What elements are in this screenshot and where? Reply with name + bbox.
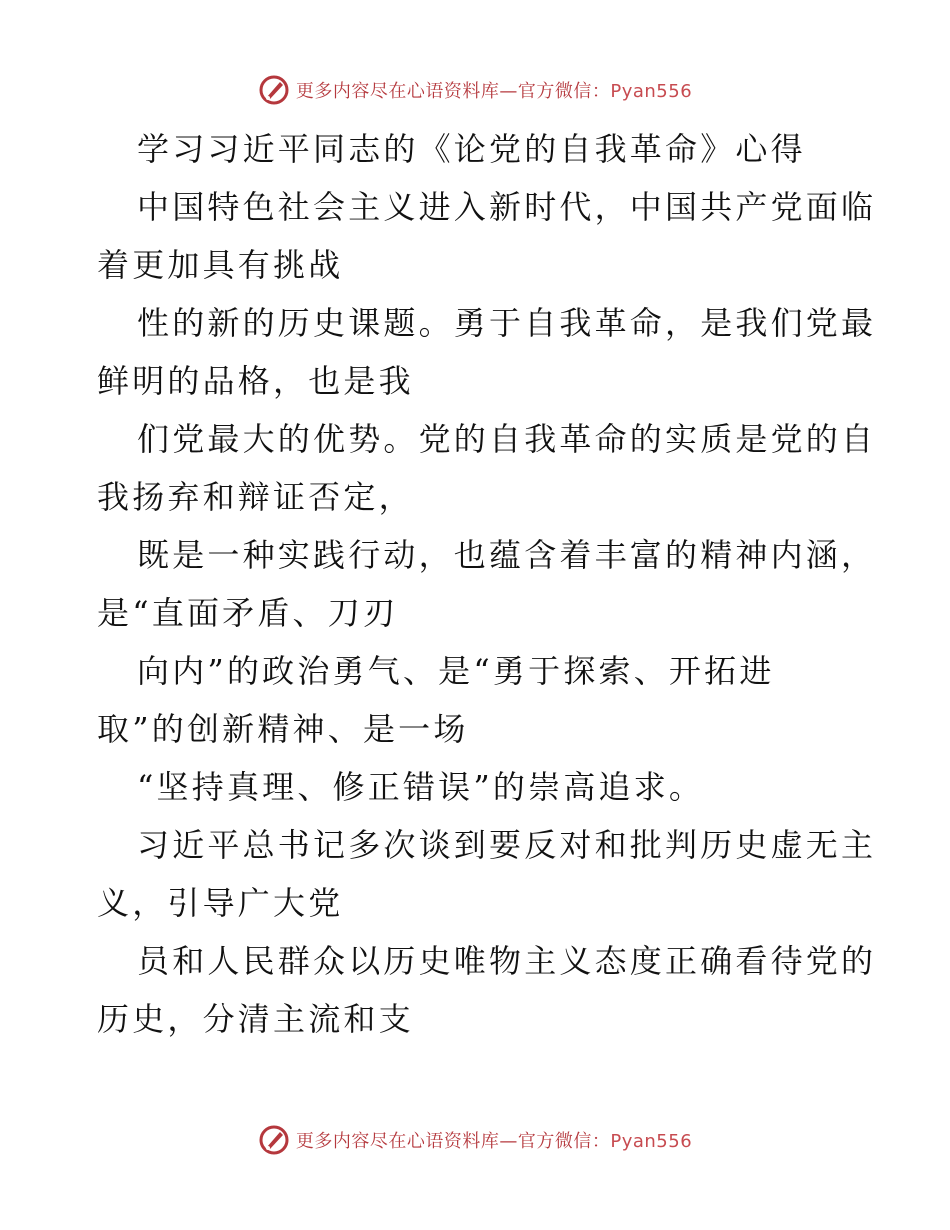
paragraph-line: 我扬弃和辩证否定， [97, 478, 414, 516]
paragraph-line: 着更加具有挑战 [97, 246, 344, 284]
paragraph-line: 中国特色社会主义进入新时代，中国共产党面临 [137, 188, 877, 226]
pen-logo-icon [258, 1124, 290, 1156]
pen-logo-icon [258, 74, 290, 106]
paragraph-line: 义，引导广大党 [97, 884, 344, 922]
footer-banner-text: 更多内容尽在心语资料库—官方微信：Pyan556 [295, 1131, 693, 1152]
paragraph-line: 习近平总书记多次谈到要反对和批判历史虚无主 [137, 826, 877, 864]
paragraph-line: 向内”的政治勇气、是“勇于探索、开拓进 [137, 652, 775, 690]
header-banner-text: 更多内容尽在心语资料库—官方微信：Pyan556 [295, 81, 693, 102]
paragraph-line: 是“直面矛盾、刀刃 [97, 594, 399, 632]
footer-banner [0, 1120, 950, 1160]
paragraph-line: 取”的创新精神、是一场 [97, 710, 469, 748]
paragraph-line: 员和人民群众以历史唯物主义态度正确看待党的 [137, 942, 877, 980]
header-banner [0, 70, 950, 110]
paragraph-line: 性的新的历史课题。勇于自我革命，是我们党最 [137, 304, 877, 342]
paragraph-line: 们党最大的优势。党的自我革命的实质是党的自 [137, 420, 877, 458]
paragraph-line: 鲜明的品格，也是我 [97, 362, 414, 400]
paragraph-line: 历史，分清主流和支 [97, 1000, 414, 1038]
paragraph-line: 既是一种实践行动，也蕴含着丰富的精神内涵， [137, 536, 877, 574]
document-body [97, 120, 877, 1048]
footer-wechat-id: Pyan556 [610, 1131, 693, 1152]
paragraph-line: “坚持真理、修正错误”的崇高追求。 [137, 768, 705, 806]
document-title: 学习习近平同志的《论党的自我革命》心得 [137, 130, 806, 168]
header-wechat-id: Pyan556 [610, 81, 693, 102]
